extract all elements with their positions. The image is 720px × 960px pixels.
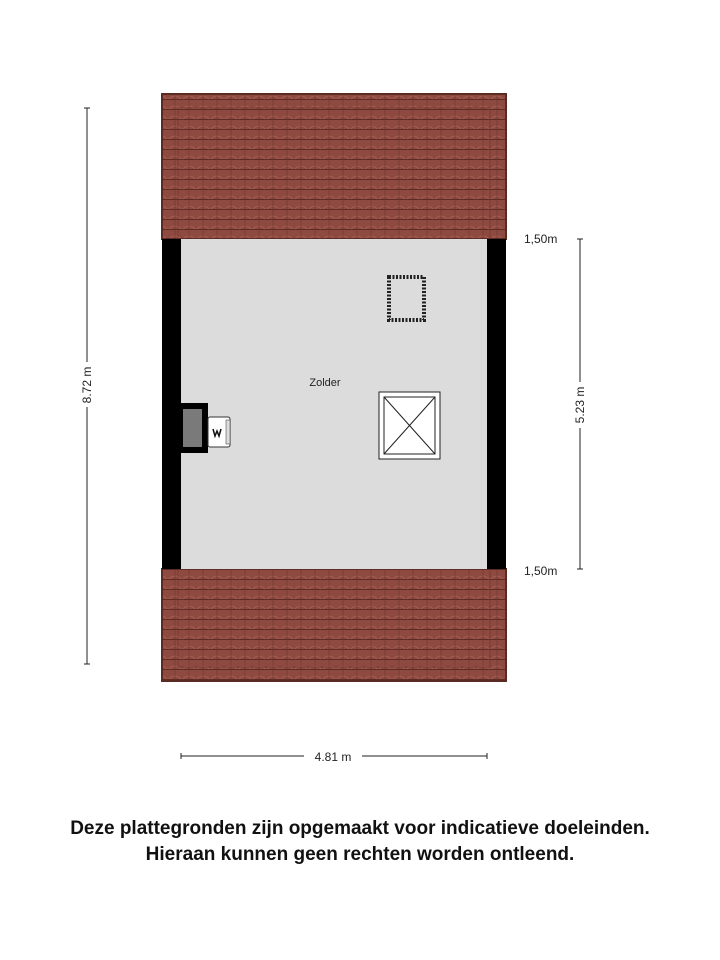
slope-height-bottom-label: 1,50m	[524, 564, 558, 578]
room-label: Zolder	[309, 377, 341, 389]
stair-hatch	[379, 392, 440, 459]
inner-depth-label: 5.23 m	[573, 386, 587, 424]
chimney	[178, 403, 208, 453]
skylight	[389, 277, 424, 320]
dimension-width	[181, 750, 487, 764]
wall-right	[487, 239, 506, 569]
roof-top	[162, 94, 506, 239]
roof-bottom	[162, 569, 506, 681]
disclaimer	[0, 816, 720, 868]
disclaimer-line-2: Hieraan kunnen geen rechten worden ontleend.	[145, 844, 575, 865]
dimension-total-depth	[80, 108, 94, 664]
attic-floor	[180, 239, 487, 569]
dimension-inner-depth	[573, 239, 587, 569]
boiler-icon	[208, 417, 230, 447]
disclaimer-line-1: Deze plattegronden zijn opgemaakt voor indicatieve doeleinden.	[70, 818, 650, 839]
width-label: 4.81 m	[314, 750, 352, 764]
slope-height-top-label: 1,50m	[524, 232, 558, 246]
total-depth-label: 8.72 m	[80, 366, 94, 404]
